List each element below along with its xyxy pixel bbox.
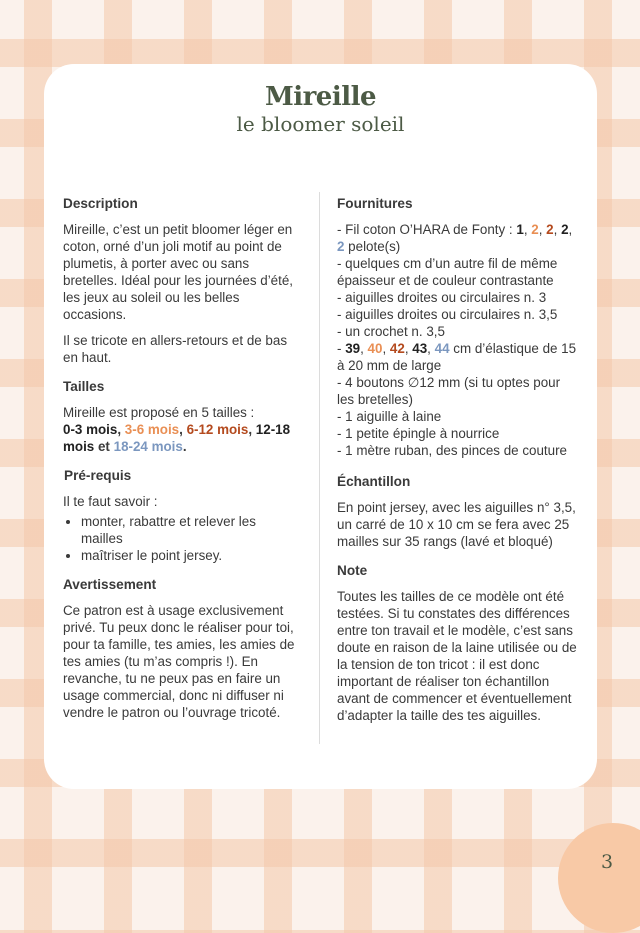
sizes-list: 0-3 mois, 3-6 mois, 6-12 mois, 12-18 mois et 18-24 mois. [63,422,291,454]
supplies-heading: Fournitures [337,196,413,211]
gauge-heading: Échantillon [337,474,411,489]
size-3: 6-12 mois [186,422,249,437]
note-section [337,562,579,724]
list-item: • maîtriser le point jersey. [81,547,301,564]
supply-item: - 1 aiguille à laine [337,409,442,424]
prereq-heading: Pré-requis [64,468,132,483]
supply-item: - 4 boutons ∅12 mm (si tu optes pour les bretelles) [337,375,561,407]
supplies-elastic: - 39, 40, 42, 43, 44 cm d’élastique de 15 à 20 mm de large [337,341,577,373]
size-2: 3-6 mois [124,422,180,437]
supply-item: - 1 petite épingle à nourrice [337,426,500,441]
right-column [337,195,579,736]
sizes-section [63,378,301,455]
note-text: Toutes les tailles de ce modèle ont été testées. Si tu constates des différences entre ton travail et le modèle, c’est sans doute en raison de la laine utilisée ou de la tension de ton tricot : il est donc important de réaliser ton échantillon avant de commencer et éventuellement d’adapter la taille des tes aiguilles. [337,589,577,723]
description-text: Mireille, c’est un petit bloomer léger en coton, orné d’un joli motif au point de plumetis, à porter avec ou sans bretelles. Idéal pour les journées d’été, les jeux au soleil ou les belles occasions. [63,222,294,322]
gauge-text: En point jersey, avec les aiguilles n° 3,5, un carré de 10 x 10 cm se fera avec 25 mailles sur 35 rangs (lavé et bloqué) [337,500,576,549]
warning-section [63,576,301,721]
list-item: • monter, rabattre et relever les mailles [81,513,301,547]
page-subtitle: le bloomer soleil [236,112,405,136]
description-section [63,195,301,366]
supplies-yarn: - Fil coton O’HARA de Fonty : 1, 2, 2, 2, 2 pelote(s) [337,222,573,254]
size-5: 18-24 mois [113,439,183,454]
prereq-section [63,467,301,564]
content-card [44,64,597,789]
sizes-heading: Tailles [63,379,105,394]
supply-item: - aiguilles droites ou circulaires n. 3,5 [337,307,558,322]
page-number: 3 [601,851,614,873]
warning-heading: Avertissement [63,577,157,592]
supply-item: - un crochet n. 3,5 [337,324,445,339]
warning-text: Ce patron est à usage exclusivement privé. Tu peux donc le réaliser pour toi, pour ta famille, tes amies, les amies de tes amies (tu m’as compris !). En revanche, tu ne peux pas en faire un usage commercial, donc ni diffuser ni vendre le patron ou l’ouvrage tricoté. [63,603,295,720]
supply-item: - 1 mètre ruban, des pinces de couture [337,443,568,458]
description-text-2: Il se tricote en allers-retours et de bas en haut. [63,333,288,365]
gauge-section [337,473,579,550]
sizes-intro: Mireille est proposé en 5 tailles : [63,405,255,420]
prereq-list [63,513,301,564]
description-heading: Description [63,196,138,211]
size-4: 12-18 mois [63,422,291,454]
page-number-badge [558,823,640,933]
note-heading: Note [337,563,368,578]
supply-item: - quelques cm d’un autre fil de même épaisseur et de couleur contrastante [337,256,558,288]
prereq-intro: Il te faut savoir : [63,494,158,509]
supply-item: - aiguilles droites ou circulaires n. 3 [337,290,547,305]
page-title: Mireille [264,82,377,112]
left-column [63,195,301,733]
size-1: 0-3 mois [63,422,118,437]
column-divider [319,192,320,744]
supplies-section [337,195,579,459]
